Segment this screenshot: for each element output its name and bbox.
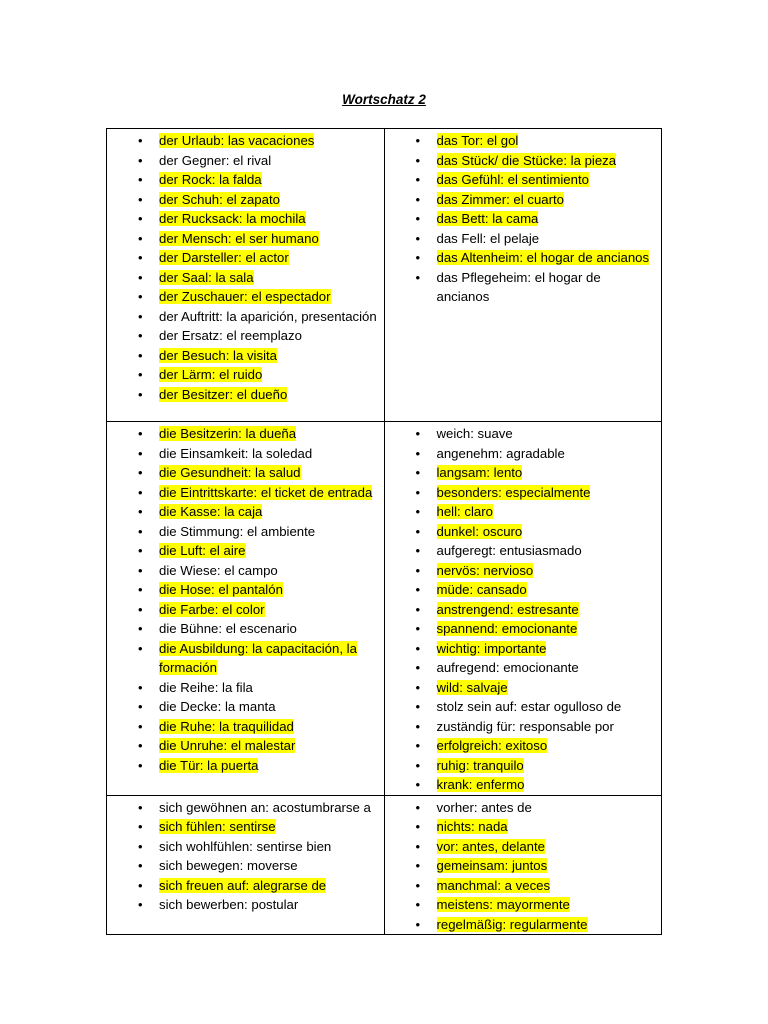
list-item <box>107 483 378 503</box>
list-item <box>385 600 656 620</box>
vocab-entry-text: spannend: emocionante <box>436 621 578 636</box>
bullet-icon: • <box>138 328 143 343</box>
list-item <box>385 580 656 600</box>
list-item <box>107 817 378 837</box>
table-cell-masculine-nouns <box>107 129 385 422</box>
vocab-entry-text: der Saal: la sala <box>159 269 254 285</box>
vocab-entry-text: die Bühne: el escenario <box>159 621 297 636</box>
list-item <box>385 248 656 268</box>
list-item <box>107 385 378 405</box>
table-row <box>107 129 662 422</box>
list-item <box>107 717 378 737</box>
table-cell-adjectives <box>384 422 662 796</box>
list-item <box>107 895 378 915</box>
list-item <box>385 717 656 737</box>
vocab-entry-text: sich bewerben: postular <box>159 897 299 912</box>
bullet-icon: • <box>415 523 421 539</box>
bullet-icon: • <box>138 465 143 480</box>
list-item <box>107 268 378 288</box>
vocab-entry-text: langsam: lento <box>436 465 523 480</box>
vocab-entry-text: der Auftritt: la aparición, presentación <box>159 308 377 324</box>
bullet-icon: • <box>415 897 421 912</box>
list-item <box>385 424 656 444</box>
list-item <box>107 326 378 346</box>
table-cell-neuter-nouns <box>384 129 662 422</box>
bullet-icon: • <box>138 523 143 539</box>
vocab-entry-text: vor: antes, delante <box>436 838 546 854</box>
bullet-icon: • <box>415 799 421 815</box>
bullet-icon: • <box>138 250 143 265</box>
list-item <box>385 170 656 190</box>
list-item <box>107 876 378 896</box>
vocab-entry-text: krank: enfermo <box>436 777 525 792</box>
vocab-entry-text: die Stimmung: el ambiente <box>159 523 316 539</box>
vocab-entry-text: nervös: nervioso <box>436 562 534 578</box>
bullet-icon: • <box>415 777 421 792</box>
vocab-entry-text: die Hose: el pantalón <box>159 582 283 597</box>
list-item <box>385 837 656 857</box>
vocab-entry-text: der Besuch: la visita <box>159 347 278 363</box>
vocab-entry-text: wild: salvaje <box>436 679 508 695</box>
list-item <box>107 209 378 229</box>
list-item <box>385 483 656 503</box>
list-item <box>107 600 378 620</box>
list-item <box>107 580 378 600</box>
list-item <box>107 736 378 756</box>
bullet-icon: • <box>138 445 143 461</box>
bullet-icon: • <box>415 172 421 187</box>
list-item <box>385 798 656 818</box>
bullet-icon: • <box>138 699 143 714</box>
bullet-icon: • <box>415 640 421 656</box>
bullet-icon: • <box>415 504 421 519</box>
bullet-icon: • <box>138 543 143 558</box>
bullet-icon: • <box>138 738 143 753</box>
vocab-entry-text: der Zuschauer: el espectador <box>159 289 331 304</box>
table-cell-adverbs <box>384 795 662 935</box>
list-item <box>385 151 656 171</box>
list-item <box>107 287 378 307</box>
bullet-icon: • <box>138 562 143 578</box>
bullet-icon: • <box>138 426 143 441</box>
bullet-icon: • <box>138 191 143 207</box>
table-cell-feminine-nouns <box>107 422 385 796</box>
list-item <box>385 444 656 464</box>
vocab-entry-text: aufgeregt: entusiasmado <box>436 543 582 558</box>
vocab-entry-text: das Tor: el gol <box>436 133 519 148</box>
bullet-icon: • <box>138 367 143 382</box>
list-item <box>385 678 656 698</box>
list-item <box>107 561 378 581</box>
list-item <box>385 561 656 581</box>
bullet-icon: • <box>415 582 421 597</box>
bullet-icon: • <box>138 582 143 597</box>
list-item <box>107 798 378 818</box>
bullet-icon: • <box>138 133 143 148</box>
vocab-entry-text: die Wiese: el campo <box>159 562 278 578</box>
list-item <box>385 856 656 876</box>
vocab-entry-text: erfolgreich: exitoso <box>436 738 548 753</box>
list-item <box>385 756 656 776</box>
bullet-icon: • <box>138 152 143 168</box>
bullet-icon: • <box>138 308 143 324</box>
bullet-icon: • <box>415 465 421 480</box>
bullet-icon: • <box>415 838 421 854</box>
vocab-entry-text: die Farbe: el color <box>159 601 265 617</box>
bullet-icon: • <box>415 543 421 558</box>
vocab-entry-text: nichts: nada <box>436 819 508 834</box>
list-item <box>385 209 656 229</box>
bullet-icon: • <box>415 819 421 834</box>
vocab-entry-text: das Pflegeheim: el hogar de ancianos <box>436 269 601 304</box>
bullet-icon: • <box>415 858 421 873</box>
vocab-entry-text: die Ausbildung: la capacitación, la formación <box>159 640 357 675</box>
list-item <box>107 346 378 366</box>
list-item <box>107 697 378 717</box>
vocab-entry-text: die Reihe: la fila <box>159 679 253 695</box>
table-row <box>107 422 662 796</box>
bullet-icon: • <box>415 718 421 734</box>
list-item <box>107 151 378 171</box>
bullet-icon: • <box>415 152 421 168</box>
list-item <box>385 915 656 935</box>
vocab-entry-text: angenehm: agradable <box>436 445 565 461</box>
list-item <box>385 895 656 915</box>
bullet-icon: • <box>138 347 143 363</box>
vocab-entry-text: regelmäßig: regularmente <box>436 916 588 932</box>
list-item <box>107 229 378 249</box>
vocab-entry-text: die Gesundheit: la salud <box>159 465 301 480</box>
vocabulary-table <box>106 128 662 935</box>
bullet-icon: • <box>138 269 143 285</box>
list-item <box>107 190 378 210</box>
bullet-icon: • <box>415 660 421 675</box>
bullet-icon: • <box>138 484 143 500</box>
list-item <box>107 307 378 327</box>
bullet-icon: • <box>415 562 421 578</box>
vocab-entry-text: weich: suave <box>436 426 513 441</box>
bullet-icon: • <box>415 679 421 695</box>
bullet-icon: • <box>138 858 143 873</box>
bullet-icon: • <box>138 386 143 402</box>
bullet-icon: • <box>138 897 143 912</box>
list-item <box>385 697 656 717</box>
bullet-icon: • <box>138 601 143 617</box>
bullet-icon: • <box>415 445 421 461</box>
bullet-icon: • <box>138 289 143 304</box>
bullet-icon: • <box>415 191 421 207</box>
vocab-entry-text: der Schuh: el zapato <box>159 191 280 207</box>
vocab-entry-text: der Besitzer: el dueño <box>159 386 288 402</box>
bullet-icon: • <box>415 211 421 226</box>
bullet-icon: • <box>415 269 421 285</box>
vocab-entry-text: das Bett: la cama <box>436 211 539 226</box>
vocab-entry-text: sich gewöhnen an: acostumbrarse a <box>159 799 371 815</box>
bullet-icon: • <box>138 838 143 854</box>
list-item <box>385 736 656 756</box>
vocab-entry-text: wichtig: importante <box>436 640 547 656</box>
document-title: Wortschatz 2 <box>342 92 426 107</box>
bullet-icon: • <box>138 504 143 519</box>
bullet-icon: • <box>138 172 143 187</box>
list-item <box>385 658 656 678</box>
bullet-icon: • <box>138 819 143 834</box>
bullet-icon: • <box>138 877 143 893</box>
vocab-entry-text: der Lärm: el ruido <box>159 367 263 382</box>
vocab-entry-text: das Zimmer: el cuarto <box>436 191 565 207</box>
vocab-entry-text: der Urlaub: las vacaciones <box>159 133 315 148</box>
table-row <box>107 795 662 935</box>
vocab-entry-text: gemeinsam: juntos <box>436 858 548 873</box>
list-item <box>385 229 656 249</box>
list-item <box>385 131 656 151</box>
list-item <box>107 619 378 639</box>
list-item <box>107 502 378 522</box>
bullet-icon: • <box>415 738 421 753</box>
bullet-icon: • <box>415 484 421 500</box>
vocab-entry-text: der Gegner: el rival <box>159 152 272 168</box>
list-item <box>385 502 656 522</box>
list-item <box>385 817 656 837</box>
bullet-icon: • <box>138 799 143 815</box>
bullet-icon: • <box>415 757 421 773</box>
bullet-icon: • <box>415 601 421 617</box>
bullet-icon: • <box>415 133 421 148</box>
vocab-entry-text: die Tür: la puerta <box>159 757 259 773</box>
list-item <box>385 463 656 483</box>
vocab-entry-text: ruhig: tranquilo <box>436 757 524 773</box>
bullet-icon: • <box>138 718 143 734</box>
bullet-icon: • <box>138 640 143 656</box>
list-item <box>107 248 378 268</box>
list-item <box>385 522 656 542</box>
vocab-entry-text: die Ruhe: la traquilidad <box>159 718 294 734</box>
bullet-icon: • <box>415 426 421 441</box>
list-item <box>107 541 378 561</box>
list-item <box>107 463 378 483</box>
vocab-entry-text: die Einsamkeit: la soledad <box>159 445 313 461</box>
list-item <box>107 365 378 385</box>
vocab-entry-text: meistens: mayormente <box>436 897 570 912</box>
vocab-entry-text: die Besitzerin: la dueña <box>159 426 297 441</box>
vocab-entry-text: die Eintrittskarte: el ticket de entrada <box>159 484 373 500</box>
bullet-icon: • <box>138 679 143 695</box>
vocab-entry-text: der Darsteller: el actor <box>159 250 289 265</box>
vocab-entry-text: anstrengend: estresante <box>436 601 579 617</box>
vocab-entry-text: dunkel: oscuro <box>436 523 523 539</box>
vocab-entry-text: sich fühlen: sentirse <box>159 819 276 834</box>
table-cell-reflexive-verbs <box>107 795 385 935</box>
vocab-entry-text: der Mensch: el ser humano <box>159 230 319 246</box>
list-item <box>385 541 656 561</box>
vocab-entry-text: aufregend: emocionante <box>436 660 579 675</box>
vocab-entry-text: die Unruhe: el malestar <box>159 738 296 753</box>
vocab-entry-text: sich freuen auf: alegrarse de <box>159 877 327 893</box>
vocab-entry-text: die Luft: el aire <box>159 543 246 558</box>
vocab-entry-text: der Ersatz: el reemplazo <box>159 328 302 343</box>
vocab-entry-text: das Fell: el pelaje <box>436 230 540 246</box>
bullet-icon: • <box>415 916 421 932</box>
bullet-icon: • <box>138 230 143 246</box>
bullet-icon: • <box>138 757 143 773</box>
list-item <box>107 131 378 151</box>
list-item <box>385 190 656 210</box>
bullet-icon: • <box>138 621 143 636</box>
bullet-icon: • <box>415 250 421 265</box>
list-item <box>107 522 378 542</box>
vocab-entry-text: zuständig für: responsable por <box>436 718 614 734</box>
list-item <box>385 268 656 307</box>
list-item <box>107 424 378 444</box>
vocab-entry-text: das Gefühl: el sentimiento <box>436 172 589 187</box>
vocab-entry-text: der Rock: la falda <box>159 172 262 187</box>
vocab-entry-text: die Kasse: la caja <box>159 504 263 519</box>
bullet-icon: • <box>138 211 143 226</box>
vocab-entry-text: hell: claro <box>436 504 493 519</box>
vocab-entry-text: die Decke: la manta <box>159 699 276 714</box>
list-item <box>107 756 378 776</box>
vocab-entry-text: manchmal: a veces <box>436 877 551 893</box>
list-item <box>107 856 378 876</box>
list-item <box>107 444 378 464</box>
list-item <box>107 170 378 190</box>
vocab-entry-text: das Stück/ die Stücke: la pieza <box>436 152 617 168</box>
bullet-icon: • <box>415 877 421 893</box>
vocab-entry-text: besonders: especialmente <box>436 484 591 500</box>
list-item <box>107 639 378 678</box>
bullet-icon: • <box>415 230 421 246</box>
list-item <box>385 619 656 639</box>
list-item <box>107 678 378 698</box>
list-item <box>385 639 656 659</box>
vocab-entry-text: das Altenheim: el hogar de ancianos <box>436 250 650 265</box>
vocab-entry-text: vorher: antes de <box>436 799 532 815</box>
vocab-entry-text: stolz sein auf: estar ogulloso de <box>436 699 622 714</box>
list-item <box>107 837 378 857</box>
list-item <box>385 775 656 795</box>
bullet-icon: • <box>415 699 421 714</box>
list-item <box>385 876 656 896</box>
vocab-entry-text: der Rucksack: la mochila <box>159 211 306 226</box>
vocab-entry-text: sich wohlfühlen: sentirse bien <box>159 838 332 854</box>
bullet-icon: • <box>415 621 421 636</box>
vocab-entry-text: sich bewegen: moverse <box>159 858 298 873</box>
vocab-entry-text: müde: cansado <box>436 582 527 597</box>
